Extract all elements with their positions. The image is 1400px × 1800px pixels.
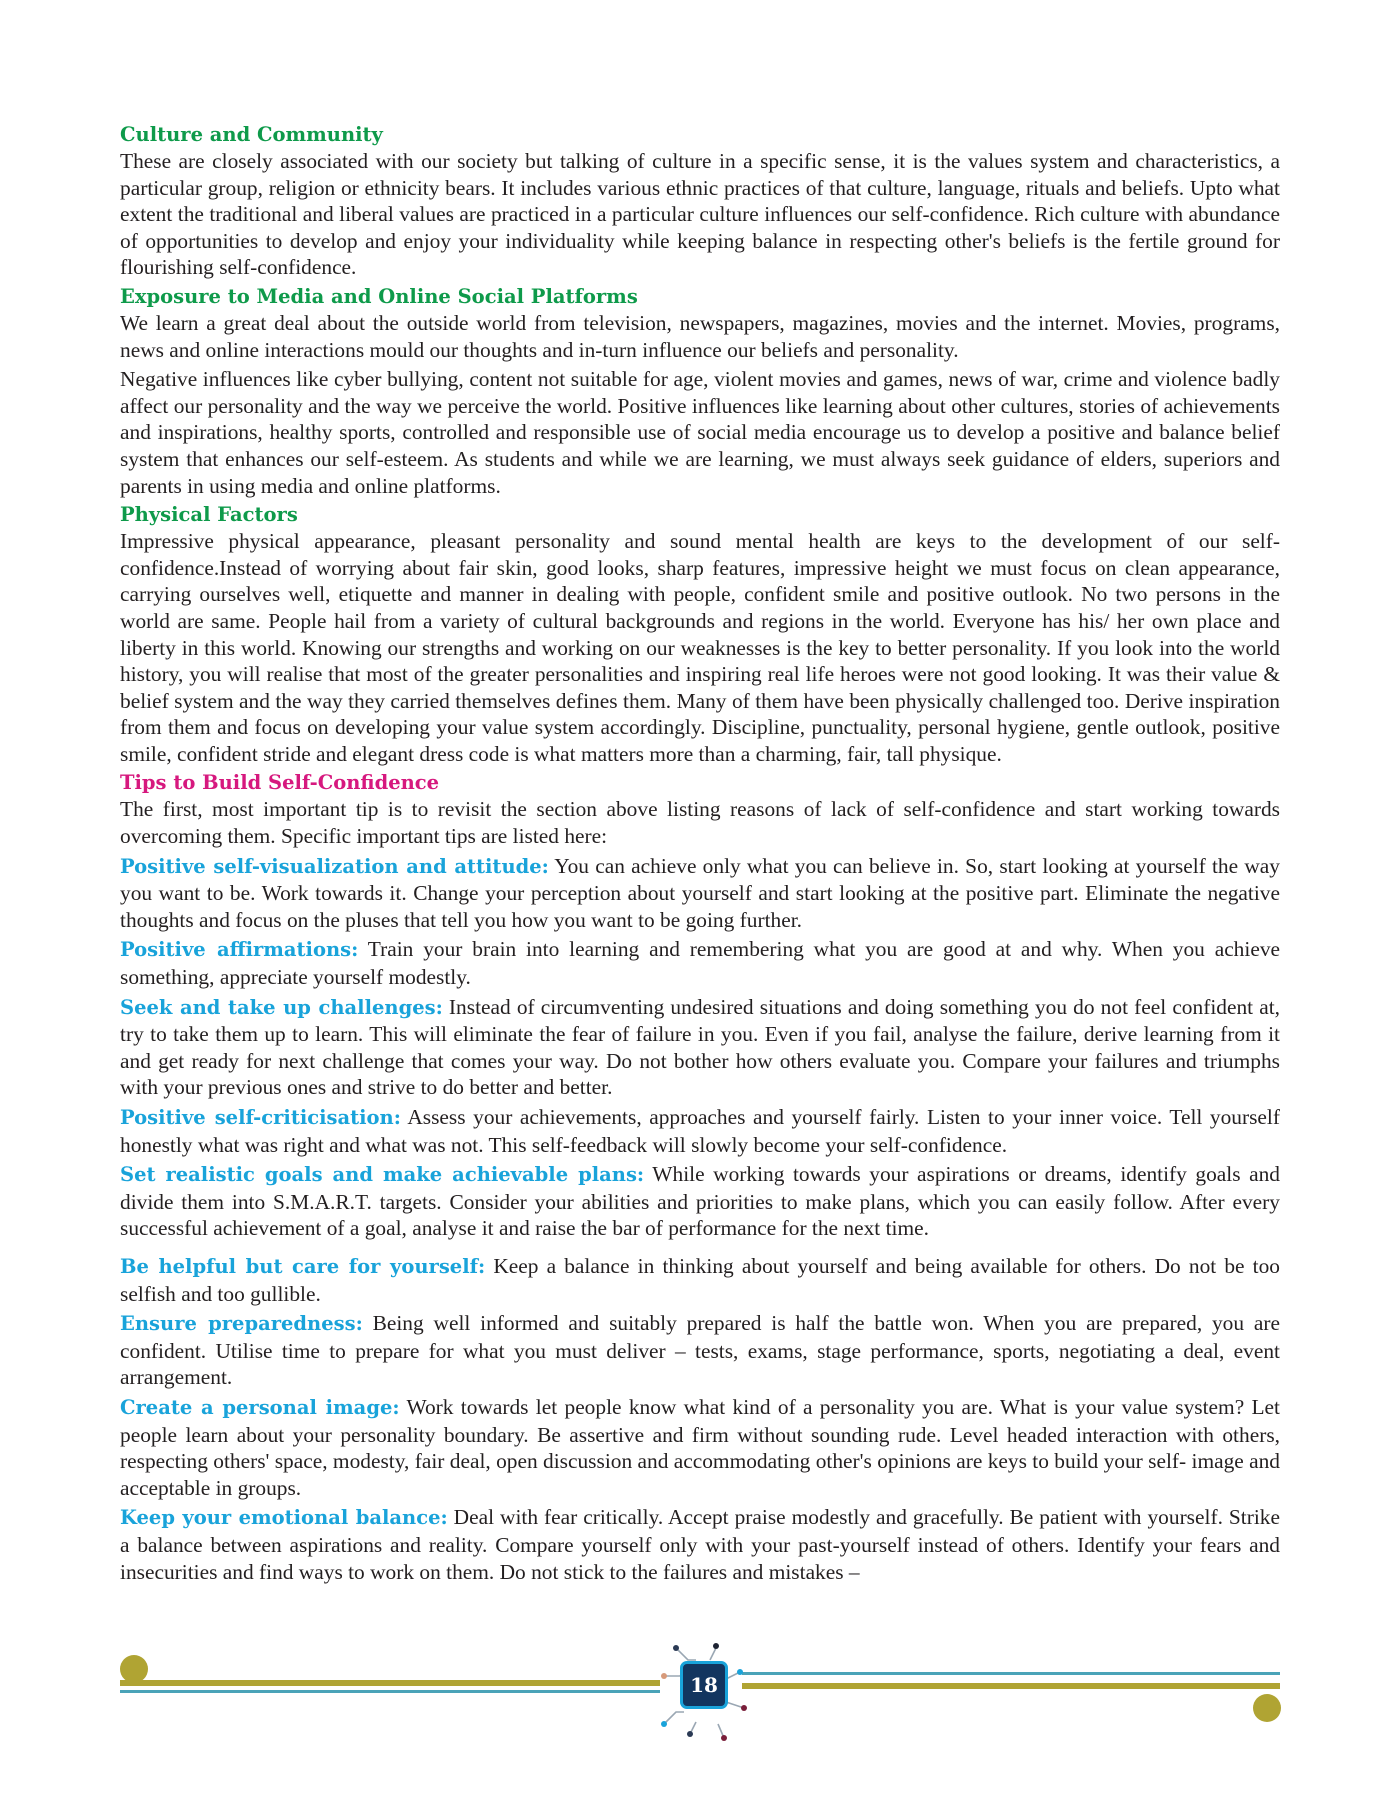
tip-text: While working towards your aspirations or dreams, identify goals and divide them into S.M.A.R.T. targets. Consider your abilities and priorities to make plans, which you can easily follow. After every successful achievement of a goal, analyse it and raise the bar of performance for the next time. (120, 1162, 1281, 1241)
tip-item (120, 1310, 1280, 1391)
right-olive-bar (742, 1683, 1280, 1689)
page-content (120, 122, 1280, 1588)
tip-text: Assess your achievements, approaches and yourself fairly. Listen to your inner voice. Tell yourself honestly what was right and what was not. This self-feedback will slowly become your self-confidence. (120, 1105, 1280, 1157)
tip-text: Instead of circumventing undesired situations and doing something you do not feel confident at, try to take them up to learn. This will eliminate the fear of failure in you. Even if you fail, analyse the failure, derive learning from it and get ready for next challenge that comes your way. Do not bother how others evaluate you. Compare your failures and triumphs with your previous ones and strive to do better and better. (120, 994, 1281, 1100)
paragraph-media-2: Negative influences like cyber bullying, content not suitable for age, violent movies and games, news of war, crime and violence badly affect our personality and the way we perceive the world. Positive influences like learning about other cultures, stories of achievements and inspirations, healthy sports, controlled and responsible use of social media encourage us to develop a positive and balance belief system that enhances our self-esteem. As students and while we are learning, we must always seek guidance of elders, superiors and parents in using media and online platforms. (120, 367, 1280, 498)
right-olive-dot (1253, 1694, 1281, 1722)
tip-lead: Set realistic goals and make achievable plans: (120, 1163, 645, 1187)
tip-item (120, 1253, 1280, 1307)
right-teal-line (742, 1672, 1280, 1675)
tip-item (120, 1394, 1280, 1501)
tip-lead: Positive self-visualization and attitude: (120, 854, 549, 878)
page-number: 18 (680, 1661, 728, 1709)
paragraph-media-1: We learn a great deal about the outside world from television, newspapers, magazines, movies and the internet. Movies, programs, news and online interactions mould our thoughts and in-turn influence our beliefs and personality. (120, 310, 1280, 362)
heading-tips: Tips to Build Self-Confidence (120, 771, 440, 795)
tip-item (120, 936, 1280, 990)
tip-text: Train your brain into learning and remembering what you are good at and why. When you achieve something, appreciate yourself modestly. (120, 937, 1281, 990)
tip-text: Work towards let people know what kind of a personality you are. What is your value system? Let people learn about your personality boundary. Be assertive and firm without sounding rude. Level headed interaction with others, respecting others' space, modesty, fair deal, open discussion and accommodating other's opinions are keys to build your self- image and acceptable in groups. (120, 1394, 1280, 1500)
heading-media: Exposure to Media and Online Social Platforms (120, 284, 638, 308)
tip-lead: Positive affirmations: (120, 938, 359, 962)
tip-text: Deal with fear critically. Accept praise modestly and gracefully. Be patient with yourself. Strike a balance between aspirations and reality. Compare yourself only with your past-yourself instead of others. Identify your fears and insecurities and find ways to work on them. Do not stick to the failures and mistakes – (120, 1505, 1280, 1584)
paragraph-tips-intro: The first, most important tip is to revisit the section above listing reasons of lack of self-confidence and start working towards overcoming them. Specific important tips are listed here: (120, 797, 1280, 849)
tip-item (120, 1104, 1280, 1158)
tip-lead: Seek and take up challenges: (120, 995, 443, 1019)
tip-item (120, 853, 1280, 934)
tip-text: You can achieve only what you can believe in. So, start looking at yourself the way you want to be. Work towards it. Change your perception about yourself and start looking at the positive part. Eliminate the negative thoughts and focus on the pluses that tell you how you want to be going further. (120, 853, 1280, 932)
tip-lead: Positive self-criticisation: (120, 1106, 401, 1129)
left-olive-bar (120, 1680, 660, 1686)
tip-lead: Be helpful but care for yourself: (120, 1254, 486, 1278)
heading-culture: Culture and Community (120, 123, 383, 146)
tip-item (120, 994, 1280, 1101)
left-olive-dot (120, 1655, 148, 1683)
spacer (120, 1245, 1280, 1253)
tip-text: Being well informed and suitably prepared is half the battle won. When you are prepared, you are confident. Utilise time to prepare for what you must deliver – tests, exams, stage performance, sports, negotiating a deal, event arrangement. (120, 1311, 1280, 1390)
paragraph-physical: Impressive physical appearance, pleasant personality and sound mental health are keys to the development of our self-confidence.Instead of worrying about fair skin, good looks, sharp features, impressive height we must focus on clean appearance, carrying ourselves well, etiquette and manner in dealing with people, confident smile and positive outlook. No two persons in the world are same. People hail from a variety of cultural backgrounds and regions in the world. Everyone has his/ her own place and liberty in this world. Knowing our strengths and working on our weaknesses is the key to better personality. If you look into the world history, you will realise that most of the greater personalities and inspiring real life heroes were not good looking. It was their value & belief system and the way they carried themselves defines them. Many of them have been physically challenged too. Derive inspiration from them and focus on developing your value system accordingly. Discipline, punctuality, personal hygiene, gentle outlook, positive smile, confident stride and elegant dress code is what matters more than a charming, fair, tall physique. (120, 529, 1280, 766)
left-teal-line (120, 1690, 660, 1693)
tip-text: Keep a balance in thinking about yourself and being available for others. Do not be too selfish and too gullible. (120, 1253, 1280, 1306)
paragraph-culture: These are closely associated with our society but talking of culture in a specific sense, it is the values system and characteristics, a particular group, religion or ethnicity bears. It includes various ethnic practices of that culture, language, rituals and beliefs. Upto what extent the traditional and liberal values are practiced in a particular culture influences our self-confidence. Rich culture with abundance of opportunities to develop and enjoy your individuality while keeping balance in respecting other's beliefs is the fertile ground for flourishing self-confidence. (120, 149, 1280, 280)
tip-lead: Keep your emotional balance: (120, 1506, 448, 1530)
tip-item (120, 1161, 1280, 1242)
tip-lead: Ensure preparedness: (120, 1312, 363, 1336)
tip-lead: Create a personal image: (120, 1395, 400, 1419)
heading-physical: Physical Factors (120, 503, 298, 527)
tip-item (120, 1504, 1280, 1585)
